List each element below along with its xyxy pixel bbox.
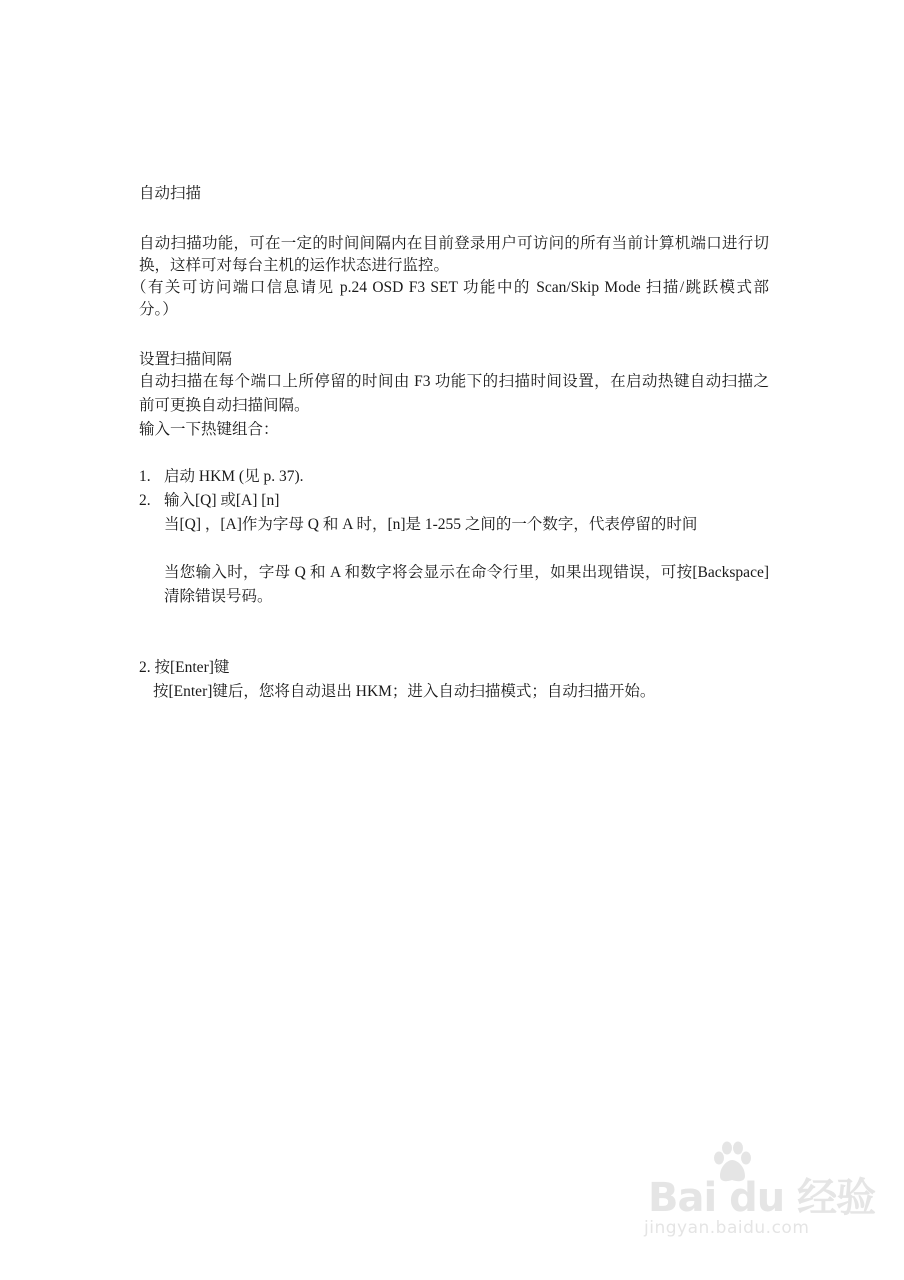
section-title: 设置扫描间隔 <box>139 351 233 368</box>
section-line-1: 自动扫描在每个端口上所停留的时间由 F3 功能下的扫描时间设置，在启动热键自动扫描之 <box>139 373 769 390</box>
page-title: 自动扫描 <box>139 185 202 202</box>
watermark-url: jingyan.baidu.com <box>644 1218 810 1238</box>
step-1-number: 1. <box>139 468 151 485</box>
section-line-2: 前可更换自动扫描间隔。 <box>139 397 310 414</box>
section-line-3: 输入一下热键组合： <box>139 421 279 438</box>
step-2-detail-2-line-2: 清除错误号码。 <box>164 588 273 605</box>
intro-line-1: 自动扫描功能，可在一定的时间间隔内在目前登录用户可访问的所有当前计算机端口进行切 <box>139 235 769 252</box>
step-2-number: 2. <box>139 492 151 509</box>
note-line-2: 分。） <box>139 301 178 318</box>
step-2-detail-2-line-1: 当您输入时，字母 Q 和 A 和数字将会显示在命令行里，如果出现错误，可按[Backspace] <box>164 564 769 581</box>
step-2-detail-1: 当[Q] ，[A]作为字母 Q 和 A 时，[n]是 1-255 之间的一个数字，代表停留的时间 <box>164 516 698 533</box>
step-1-text: 启动 HKM (见 p. 37). <box>164 468 304 485</box>
baidu-jingyan-watermark <box>644 1140 876 1250</box>
intro-line-2: 换，这样可对每台主机的运作状态进行监控。 <box>139 257 450 274</box>
enter-step-text: 按[Enter]键后，您将自动退出 HKM；进入自动扫描模式；自动扫描开始。 <box>153 683 656 700</box>
watermark-brand: Bai du 经验 <box>648 1175 876 1221</box>
note-line-1: （有关可访问端口信息请见 p.24 OSD F3 SET 功能中的 Scan/Skip Mode 扫描/跳跃模式部 <box>131 279 769 296</box>
enter-step-heading: 2. 按[Enter]键 <box>139 659 230 676</box>
step-2-text: 输入[Q] 或[A] [n] <box>164 492 280 509</box>
